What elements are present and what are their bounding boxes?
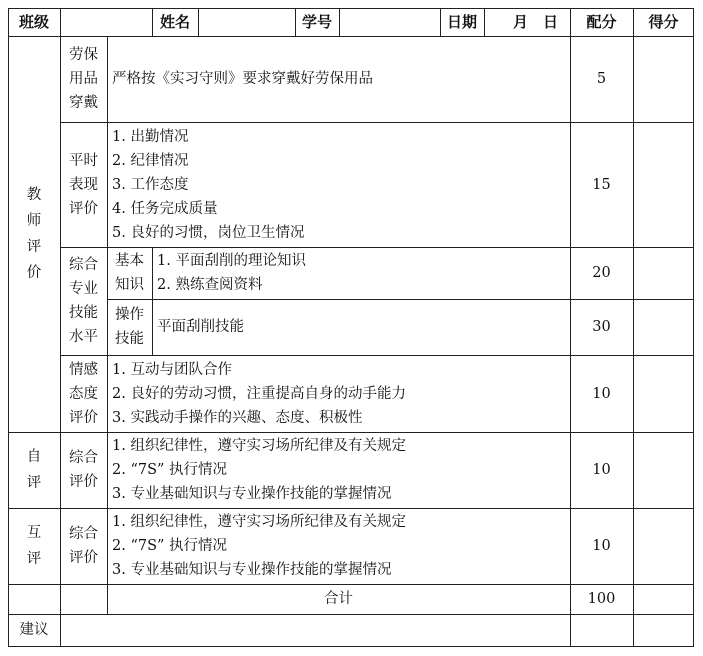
- list-item: 2. “7S” 执行情况: [112, 538, 228, 554]
- self-eval-category: 综合 评价: [69, 450, 98, 490]
- date-field[interactable]: 月 日: [512, 13, 558, 31]
- emotion-category: 情感 态度 评价: [69, 361, 98, 426]
- total-earned-field[interactable]: [634, 585, 694, 614]
- basic-knowledge-label: 基本 知识: [115, 253, 144, 293]
- operation-skill-earned-field[interactable]: [634, 300, 694, 355]
- score-header: 配分: [586, 13, 617, 31]
- list-item: 2. “7S” 执行情况: [112, 462, 228, 478]
- emotion-items: [107, 355, 570, 432]
- peer-eval-category: 综合 评价: [69, 526, 98, 566]
- peer-eval-earned-field[interactable]: [634, 509, 694, 584]
- list-item: 3. 工作态度: [112, 176, 189, 193]
- class-label: 班级: [18, 13, 49, 31]
- date-label: 日期: [446, 13, 477, 31]
- student-id-field[interactable]: [340, 8, 440, 36]
- skill-category: 综合 专业 技能 水平: [69, 257, 98, 345]
- list-item: 3. 专业基础知识与专业操作技能的掌握情况: [112, 562, 392, 578]
- list-item: 1. 互动与团队合作: [112, 361, 232, 378]
- daily-items: [107, 122, 570, 247]
- peer-eval-section: 互 评: [26, 525, 42, 567]
- ppe-category: 劳保 用品 穿戴: [69, 47, 98, 111]
- list-item: 3. 实践动手操作的兴趣、态度、积极性: [112, 409, 363, 426]
- list-item: 3. 专业基础知识与专业操作技能的掌握情况: [112, 486, 392, 502]
- operation-skill-label: 操作 技能: [115, 307, 144, 347]
- daily-score: 15: [592, 176, 611, 193]
- emotion-earned-field[interactable]: [634, 356, 694, 432]
- self-eval-items: [107, 432, 570, 508]
- student-id-label: 学号: [301, 13, 332, 31]
- list-item: 1. 出勤情况: [112, 128, 189, 145]
- earned-header: 得分: [648, 13, 679, 31]
- suggestion-label: 建议: [19, 622, 49, 638]
- operation-skill-content: 平面刮削技能: [157, 319, 244, 335]
- total-score: 100: [587, 591, 616, 607]
- ppe-earned-field[interactable]: [634, 37, 694, 122]
- daily-earned-field[interactable]: [634, 123, 694, 247]
- total-label: 合计: [324, 591, 353, 607]
- self-eval-earned-field[interactable]: [634, 433, 694, 508]
- name-field[interactable]: [199, 8, 295, 36]
- self-eval-section: 自 评: [26, 449, 42, 491]
- list-item: 1. 组织纪律性，遵守实习场所纪律及有关规定: [112, 514, 406, 530]
- class-field[interactable]: [61, 8, 152, 36]
- self-eval-score: 10: [592, 462, 611, 478]
- name-label: 姓名: [159, 13, 190, 31]
- peer-eval-score: 10: [592, 538, 611, 554]
- list-item: 1. 组织纪律性，遵守实习场所纪律及有关规定: [112, 438, 406, 454]
- list-item: 2. 熟练查阅资料: [157, 277, 263, 293]
- operation-skill-score: 30: [592, 319, 611, 335]
- daily-category: 平时 表现 评价: [69, 152, 98, 217]
- list-item: 1. 平面刮削的理论知识: [157, 253, 306, 269]
- list-item: 2. 良好的劳动习惯，注重提高自身的动手能力: [112, 385, 406, 402]
- list-item: 4. 任务完成质量: [112, 200, 218, 217]
- peer-eval-items: [107, 508, 570, 584]
- ppe-score: 5: [596, 71, 607, 87]
- basic-knowledge-items: [152, 247, 570, 299]
- list-item: 2. 纪律情况: [112, 152, 189, 169]
- ppe-content: 严格按《实习守则》要求穿戴好劳保用品: [112, 71, 373, 87]
- suggestion-field[interactable]: [61, 615, 570, 646]
- list-item: 5. 良好的习惯，岗位卫生情况: [112, 224, 305, 241]
- basic-knowledge-earned-field[interactable]: [634, 248, 694, 299]
- basic-knowledge-score: 20: [592, 265, 611, 281]
- teacher-eval-section: 教 师 评 价: [26, 187, 42, 281]
- emotion-score: 10: [592, 385, 611, 402]
